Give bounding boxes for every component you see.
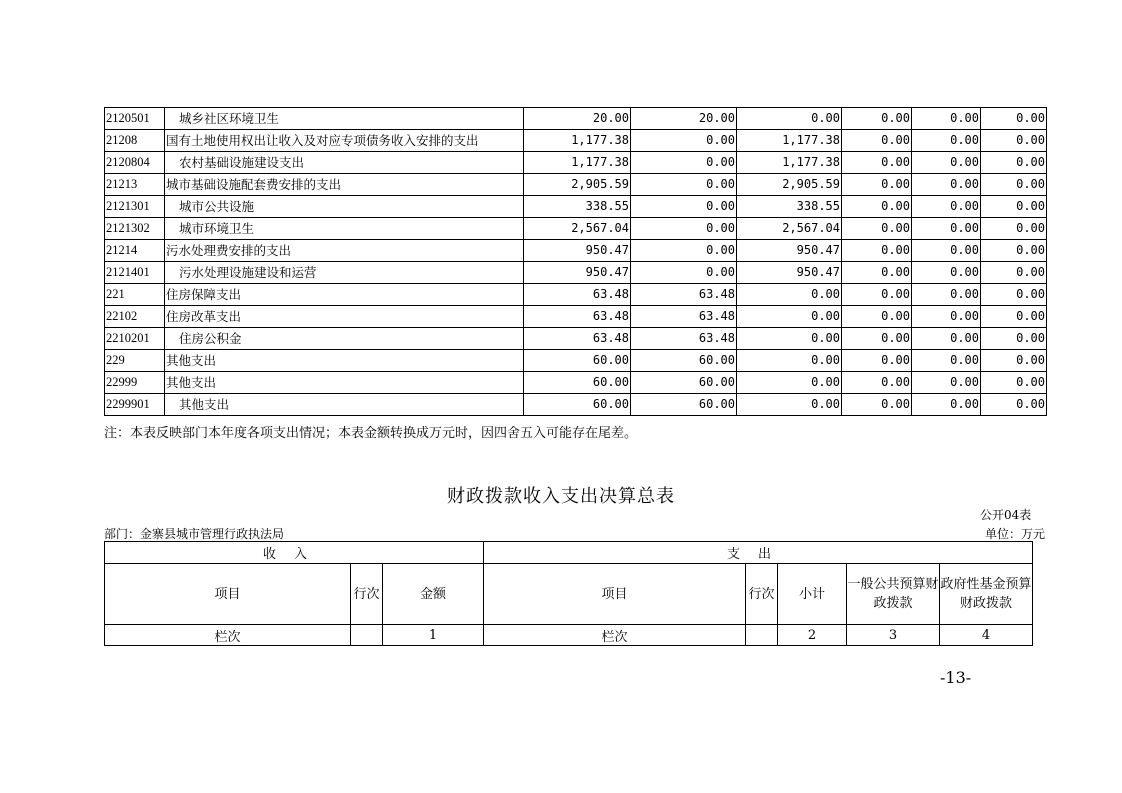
row-value: 0.00 [912,284,981,306]
row-value: 0.00 [912,372,981,394]
row-value: 20.00 [631,108,737,130]
row-value: 0.00 [912,218,981,240]
row-value: 0.00 [842,108,912,130]
row-value: 950.47 [524,262,631,284]
income-header: 收入 [105,542,484,564]
row-name: 污水处理费安排的支出 [165,240,524,262]
row-value: 0.00 [981,262,1047,284]
row-code: 2120804 [105,152,165,174]
row-value: 0.00 [842,218,912,240]
row-value: 1,177.38 [737,152,842,174]
row-code: 2210201 [105,328,165,350]
row-value: 0.00 [981,196,1047,218]
header-item-2: 项目 [484,564,746,625]
row-name: 住房保障支出 [165,284,524,306]
row-value: 60.00 [524,350,631,372]
row-value: 338.55 [524,196,631,218]
row-value: 2,567.04 [737,218,842,240]
row-value: 0.00 [912,328,981,350]
row-code: 2299901 [105,394,165,416]
table-row [105,218,1047,240]
row-value: 0.00 [842,130,912,152]
row-value: 0.00 [981,130,1047,152]
row-value: 0.00 [737,306,842,328]
row-value: 0.00 [912,240,981,262]
row-value: 0.00 [981,108,1047,130]
row-value: 950.47 [524,240,631,262]
row-value: 0.00 [631,218,737,240]
row-value: 0.00 [737,328,842,350]
row-code: 2121401 [105,262,165,284]
row-value: 0.00 [981,306,1047,328]
table-row [105,372,1047,394]
row-name: 污水处理设施建设和运营 [165,262,524,284]
header-amount: 金额 [383,564,484,625]
row-value: 0.00 [981,372,1047,394]
row-code: 21213 [105,174,165,196]
row-value: 0.00 [842,372,912,394]
row-value: 0.00 [912,306,981,328]
column-number: 1 [383,625,484,646]
row-value: 0.00 [631,196,737,218]
row-value: 0.00 [842,350,912,372]
row-code: 2121301 [105,196,165,218]
row-code: 229 [105,350,165,372]
row-value: 0.00 [912,152,981,174]
page-title: 财政拨款收入支出决算总表 [447,486,675,507]
column-number: 2 [778,625,847,646]
row-value: 0.00 [981,284,1047,306]
row-value: 0.00 [737,284,842,306]
row-value: 0.00 [912,262,981,284]
row-name: 住房公积金 [165,328,524,350]
row-value: 0.00 [631,240,737,262]
row-value: 0.00 [981,174,1047,196]
table-row [105,108,1047,130]
row-value: 0.00 [737,350,842,372]
row-value: 0.00 [842,152,912,174]
header-subtotal: 小计 [778,564,847,625]
table-row [105,394,1047,416]
row-name: 其他支出 [165,394,524,416]
row-code: 21214 [105,240,165,262]
row-value: 20.00 [524,108,631,130]
table-row [105,262,1047,284]
row-code: 22999 [105,372,165,394]
row-value: 0.00 [981,240,1047,262]
row-label: 栏次 [105,625,351,646]
table-row [105,306,1047,328]
row-value: 0.00 [842,174,912,196]
row-value: 0.00 [842,240,912,262]
expense-header: 支出 [484,542,1033,564]
row-value: 950.47 [737,240,842,262]
row-value: 0.00 [737,394,842,416]
row-code: 221 [105,284,165,306]
row-value: 2,905.59 [524,174,631,196]
row-value: 1,177.38 [524,152,631,174]
row-value: 0.00 [631,174,737,196]
row-value: 0.00 [737,108,842,130]
expenditure-table [104,107,1047,416]
row-value: 0.00 [912,130,981,152]
row-value: 0.00 [981,394,1047,416]
row-value: 338.55 [737,196,842,218]
row-value: 0.00 [842,196,912,218]
table-row [105,240,1047,262]
row-value: 0.00 [981,218,1047,240]
row-value: 0.00 [981,350,1047,372]
row-value: 0.00 [842,284,912,306]
table-row [105,152,1047,174]
row-value: 0.00 [981,328,1047,350]
row-value: 1,177.38 [737,130,842,152]
row-code: 2121302 [105,218,165,240]
row-name: 城乡社区环境卫生 [165,108,524,130]
row-value: 60.00 [524,394,631,416]
row-value: 60.00 [524,372,631,394]
header-fund-budget: 政府性基金预算财政拨款 [940,564,1033,625]
row-value: 0.00 [631,130,737,152]
empty-cell [351,625,383,646]
row-value: 0.00 [631,152,737,174]
row-code: 22102 [105,306,165,328]
table-row [105,174,1047,196]
row-value: 0.00 [912,174,981,196]
row-name: 农村基础设施建设支出 [165,152,524,174]
row-name: 城市公共设施 [165,196,524,218]
row-value: 63.48 [524,284,631,306]
summary-table [104,541,1033,646]
header-line-2: 行次 [746,564,778,625]
row-value: 0.00 [912,394,981,416]
row-value: 63.48 [524,306,631,328]
table-note: 注：本表反映部门本年度各项支出情况；本表金额转换成万元时，因四舍五入可能存在尾差。 [104,426,638,441]
header-general-budget: 一般公共预算财政拨款 [847,564,940,625]
row-name: 其他支出 [165,350,524,372]
table-row [105,196,1047,218]
column-number: 4 [940,625,1033,646]
row-value: 63.48 [524,328,631,350]
row-value: 0.00 [981,152,1047,174]
row-name: 城市基础设施配套费安排的支出 [165,174,524,196]
page-number: -13- [940,668,972,687]
row-value: 60.00 [631,350,737,372]
header-line: 行次 [351,564,383,625]
row-value: 0.00 [631,262,737,284]
row-label-2: 栏次 [484,625,746,646]
row-value: 1,177.38 [524,130,631,152]
row-code: 2120501 [105,108,165,130]
table-row [105,350,1047,372]
row-name: 城市环境卫生 [165,218,524,240]
row-value: 60.00 [631,394,737,416]
row-value: 0.00 [842,262,912,284]
row-value: 2,567.04 [524,218,631,240]
row-name: 其他支出 [165,372,524,394]
row-name: 住房改革支出 [165,306,524,328]
row-value: 0.00 [912,196,981,218]
row-value: 0.00 [737,372,842,394]
row-value: 0.00 [912,350,981,372]
row-value: 0.00 [912,108,981,130]
department-label: 部门：金寨县城市管理行政执法局 [104,527,285,541]
row-value: 60.00 [631,372,737,394]
row-value: 950.47 [737,262,842,284]
row-code: 21208 [105,130,165,152]
row-value: 63.48 [631,306,737,328]
row-value: 0.00 [842,394,912,416]
table-row [105,284,1047,306]
row-value: 0.00 [842,306,912,328]
table-tag: 公开04表 [980,508,1032,522]
header-item: 项目 [105,564,351,625]
empty-cell [746,625,778,646]
table-row [105,130,1047,152]
row-value: 63.48 [631,328,737,350]
table-row [105,328,1047,350]
column-number: 3 [847,625,940,646]
row-value: 63.48 [631,284,737,306]
row-name: 国有土地使用权出让收入及对应专项债务收入安排的支出 [165,130,524,152]
row-value: 2,905.59 [737,174,842,196]
unit-label: 单位：万元 [985,527,1046,541]
row-value: 0.00 [842,328,912,350]
